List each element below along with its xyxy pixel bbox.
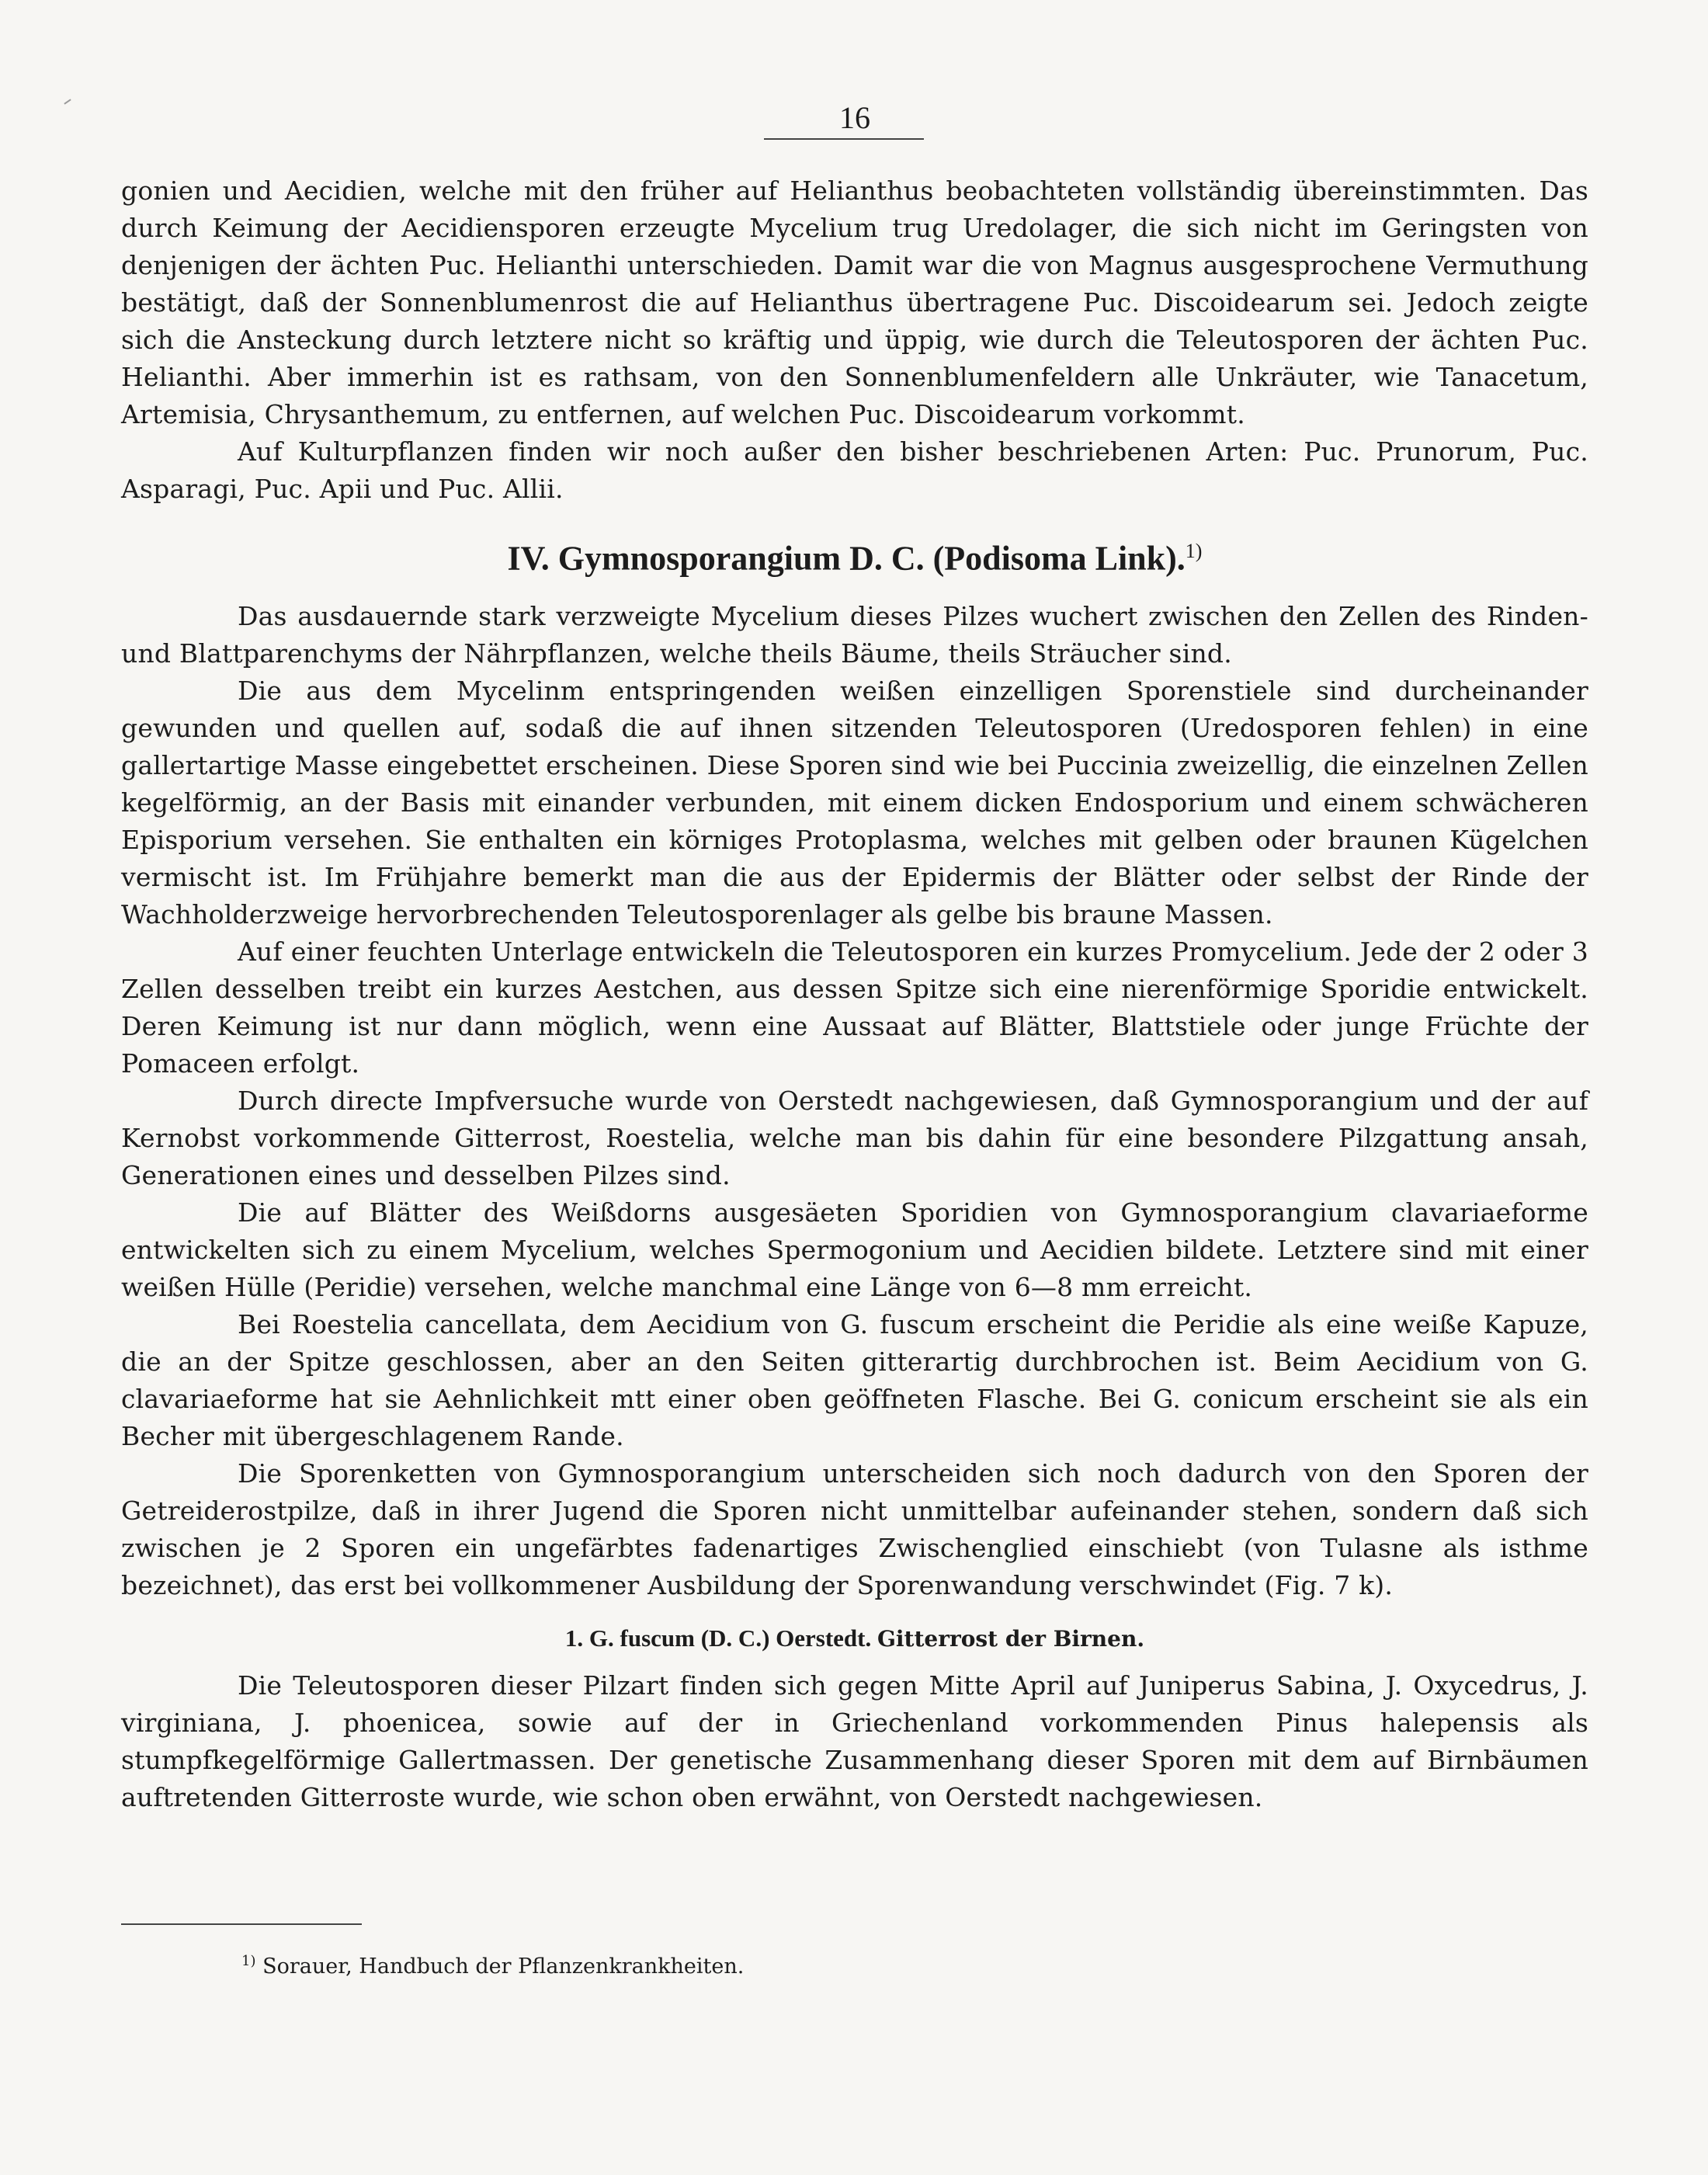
body-text (121, 172, 1588, 1816)
paragraph-kulturpflanzen: Auf Kulturpflanzen finden wir noch außer den bisher beschriebenen Arten: Puc. Prunorum, Puc. Asparagi, Puc. Apii und Puc. Allii. (121, 436, 1588, 504)
footnote-marker: 1) (241, 1953, 256, 1969)
header-rule (764, 138, 924, 140)
section-paragraph: Die auf Blätter des Weißdorns ausgesäeten Sporidien von Gymnosporangium clavariaeforme entwickelten sich zu einem Mycelium, welches Spermogonium und Aecidien bildete. Letztere sind mit einer weißen Hülle (Peridie) versehen, welche manchmal eine Länge von 6—8 mm erreicht. (121, 1197, 1588, 1302)
paragraph-continued: gonien und Aecidien, welche mit den früher auf Helianthus beobachteten vollständig übereinstimmten. Das durch Keimung der Aecidiensporen erzeugte Mycelium trug Uredolager, die sich nicht im Geringsten von denjenigen der ächten Puc. Helianthi unterschieden. Damit war die von Magnus ausgesprochene Vermuthung bestätigt, daß der Sonnenblumenrost die auf Helianthus übertragene Puc. Discoidearum sei. Jedoch zeigte sich die Ansteckung durch letztere nicht so kräftig und üppig, wie durch die Teleutosporen der ächten Puc. Helianthi. Aber immerhin ist es rathsam, von den Sonnenblumenfeldern alle Unkräuter, wie Tanacetum, Artemisia, Chrysanthemum, zu entfernen, auf welchen Puc. Discoidearum vorkommt. (121, 175, 1588, 429)
section-paragraph: Die Sporenketten von Gymnosporangium unterscheiden sich noch dadurch von den Sporen der Getreiderostpilze, daß in ihrer Jugend die Sporen nicht unmittelbar aufeinander stehen, sondern daß sich zwischen je 2 Sporen ein ungefärbtes fadenartiges Zwischenglied einschiebt (von Tulasne als isthme bezeichnet), das erst bei vollkommener Ausbildung der Sporenwandung verschwindet (Fig. 7 k). (121, 1458, 1588, 1600)
page-header (121, 101, 1588, 135)
footnote-reference[interactable]: 1) (1185, 540, 1203, 562)
subsection-title-latin: 1. G. fuscum (D. C.) Oerstedt. (564, 1624, 872, 1652)
section-paragraph: Auf einer feuchten Unterlage entwickeln die Teleutosporen ein kurzes Promycelium. Jede der 2 oder 3 Zellen desselben treibt ein kurzes Aestchen, aus dessen Spitze sich eine nierenförmige Sporidie entwickelt. Deren Keimung ist nur dann möglich, wenn eine Aussaat auf Blätter, Blattstiele oder junge Früchte der Pomaceen erfolgt. (121, 936, 1588, 1079)
footnote-rule (121, 1923, 362, 1925)
subsection-title (121, 1621, 1588, 1656)
section-paragraph: Durch directe Impfversuche wurde von Oerstedt nachgewiesen, daß Gymnosporangium und der auf Kernobst vorkommende Gitterrost, Roestelia, welche man bis dahin für eine besondere Pilzgattung ansah, Generationen eines und desselben Pilzes sind. (121, 1085, 1588, 1190)
footnote (241, 1947, 744, 1981)
footnote-text: Sorauer, Handbuch der Pflanzenkrankheiten. (262, 1954, 745, 1979)
scan-speck (64, 99, 71, 104)
section-paragraph: Die aus dem Mycelinm entspringenden weißen einzelligen Sporenstiele sind durcheinander gewunden und quellen auf, sodaß die auf ihnen sitzenden Teleutosporen (Uredosporen fehlen) in eine gallertartige Masse eingebettet erscheinen. Diese Sporen sind wie bei Puccinia zweizellig, die einzelnen Zellen kegelförmig, an der Basis mit einander verbunden, mit einem dicken Endosporium und einem schwächeren Episporium versehen. Sie enthalten ein körniges Protoplasma, welches mit gelben oder braunen Kügelchen vermischt ist. Im Frühjahre bemerkt man die aus der Epidermis der Blätter oder selbst der Rinde der Wachholderzweige hervorbrechenden Teleutosporenlager als gelbe bis braune Massen. (121, 675, 1588, 929)
section-paragraph: Das ausdauernde stark verzweigte Mycelium dieses Pilzes wuchert zwischen den Zellen des Rinden- und Blattparenchyms der Nährpflanzen, welche theils Bäume, theils Sträucher sind. (121, 600, 1588, 669)
subsection-paragraph: Die Teleutosporen dieser Pilzart finden sich gegen Mitte April auf Juniperus Sabina, J. Oxycedrus, J. virginiana, J. phoenicea, sowie auf der in Griechenland vorkommenden Pinus halepensis als stumpfkegelförmige Gallertmassen. Der genetische Zusammenhang dieser Sporen mit dem auf Birnbäumen auftretenden Gitterroste wurde, wie schon oben erwähnt, von Oerstedt nachgewiesen. (121, 1669, 1588, 1812)
section-paragraph: Bei Roestelia cancellata, dem Aecidium von G. fuscum erscheint die Peridie als eine weiße Kapuze, die an der Spitze geschlossen, aber an den Seiten gitterartig durchbrochen ist. Beim Aecidium von G. clavariaeforme hat sie Aehnlichkeit mtt einer oben geöffneten Flasche. Bei G. conicum erscheint sie als ein Becher mit übergeschlagenem Rande. (121, 1308, 1588, 1451)
page-number: 16 (839, 100, 870, 135)
subsection-title-german: Gitterrost der Birnen. (877, 1625, 1145, 1652)
section-title (121, 530, 1588, 581)
section-title-text: IV. Gymnosporangium D. C. (Podisoma Link). (507, 539, 1186, 578)
